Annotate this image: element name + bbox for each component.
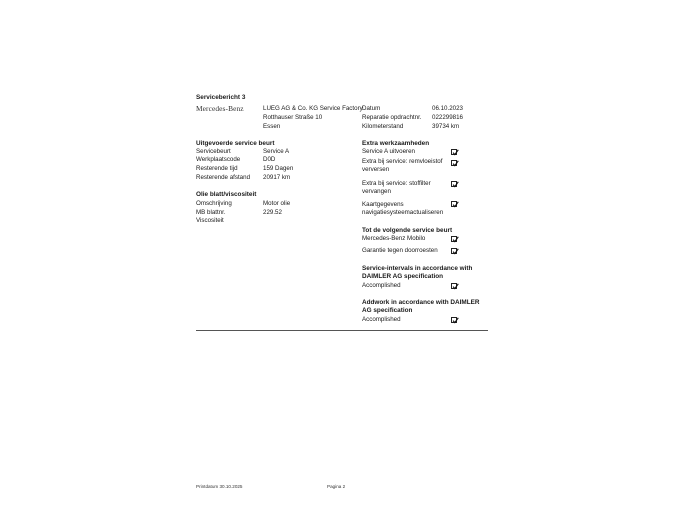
oil-spec-label: MB blattnr. bbox=[196, 209, 226, 216]
extra-item-label: Service A uitvoeren bbox=[362, 148, 415, 155]
addwork-item-label: Accomplished bbox=[362, 316, 401, 323]
next-item-label: Mercedes-Benz Mobilo bbox=[362, 235, 426, 242]
extra-item-label: Kaartgegevens navigatiesysteemactualiseren bbox=[362, 201, 444, 216]
check-icon bbox=[452, 317, 459, 324]
check-icon bbox=[452, 236, 459, 243]
meta-mileage-value: 39734 km bbox=[432, 123, 460, 130]
meta-order-value: 022299816 bbox=[432, 114, 463, 121]
meta-date-value: 06.10.2023 bbox=[432, 105, 463, 112]
check-icon bbox=[452, 160, 459, 167]
check-icon bbox=[452, 201, 459, 208]
page-number: Pagina 2 bbox=[327, 484, 346, 489]
extra-work-heading: Extra werkzaamheden bbox=[362, 140, 430, 147]
service-type-label: Servicebeurt bbox=[196, 148, 231, 155]
meta-mileage-label: Kilometerstand bbox=[362, 123, 404, 130]
remaining-distance-label: Resterende afstand bbox=[196, 174, 251, 181]
check-icon bbox=[452, 181, 459, 188]
addwork-item-checkbox[interactable] bbox=[451, 317, 457, 323]
extra-item-label: Extra bij service: stoffilter vervangen bbox=[362, 180, 431, 195]
oil-description-label: Omschrijving bbox=[196, 200, 232, 207]
viscosity-label: Viscositeit bbox=[196, 217, 224, 224]
section-divider bbox=[196, 330, 488, 331]
intervals-item-label: Accomplished bbox=[362, 282, 401, 289]
workshop-code-value: D0D bbox=[263, 156, 276, 163]
oil-heading: Olie blatt/viscositeit bbox=[196, 191, 257, 198]
dealer-street: Rotthauser Straße 10 bbox=[263, 114, 323, 121]
remaining-time-value: 159 Dagen bbox=[263, 165, 294, 172]
workshop-code-label: Werkplaatscode bbox=[196, 156, 241, 163]
next-service-heading: Tot de volgende service beurt bbox=[362, 227, 453, 234]
extra-item-label: Extra bij service: remvloeistof verversen bbox=[362, 158, 443, 173]
meta-date-label: Datum bbox=[362, 105, 381, 112]
next-item-label: Garantie tegen doorroesten bbox=[362, 247, 438, 254]
extra-item-checkbox[interactable] bbox=[451, 201, 457, 207]
intervals-item-checkbox[interactable] bbox=[451, 283, 457, 289]
extra-item-checkbox[interactable] bbox=[451, 160, 457, 166]
report-title: Servicebericht 3 bbox=[196, 94, 246, 101]
dealer-city: Essen bbox=[263, 123, 281, 130]
service-heading: Uitgevoerde service beurt bbox=[196, 140, 275, 147]
oil-spec-value: 229.52 bbox=[263, 209, 282, 216]
remaining-time-label: Resterende tijd bbox=[196, 165, 238, 172]
addwork-heading: Addwork in accordance with DAIMLER AG specification bbox=[362, 299, 480, 314]
service-type-value: Service A bbox=[263, 148, 290, 155]
meta-order-label: Reparatie opdrachtnr. bbox=[362, 114, 422, 121]
extra-item-checkbox[interactable] bbox=[451, 149, 457, 155]
check-icon bbox=[452, 248, 459, 255]
dealer-name: LUEG AG & Co. KG Service Factory bbox=[263, 105, 363, 112]
remaining-distance-value: 20917 km bbox=[263, 174, 291, 181]
next-item-checkbox[interactable] bbox=[451, 236, 457, 242]
print-date: Printdatum 30.10.2025 bbox=[196, 484, 243, 489]
next-item-checkbox[interactable] bbox=[451, 248, 457, 254]
check-icon bbox=[452, 283, 459, 290]
intervals-heading: Service-intervals in accordance with DAIMLER AG specification bbox=[362, 265, 473, 280]
brand-logo: Mercedes-Benz bbox=[196, 104, 244, 113]
oil-description-value: Motor olie bbox=[263, 200, 291, 207]
check-icon bbox=[452, 149, 459, 156]
extra-item-checkbox[interactable] bbox=[451, 181, 457, 187]
